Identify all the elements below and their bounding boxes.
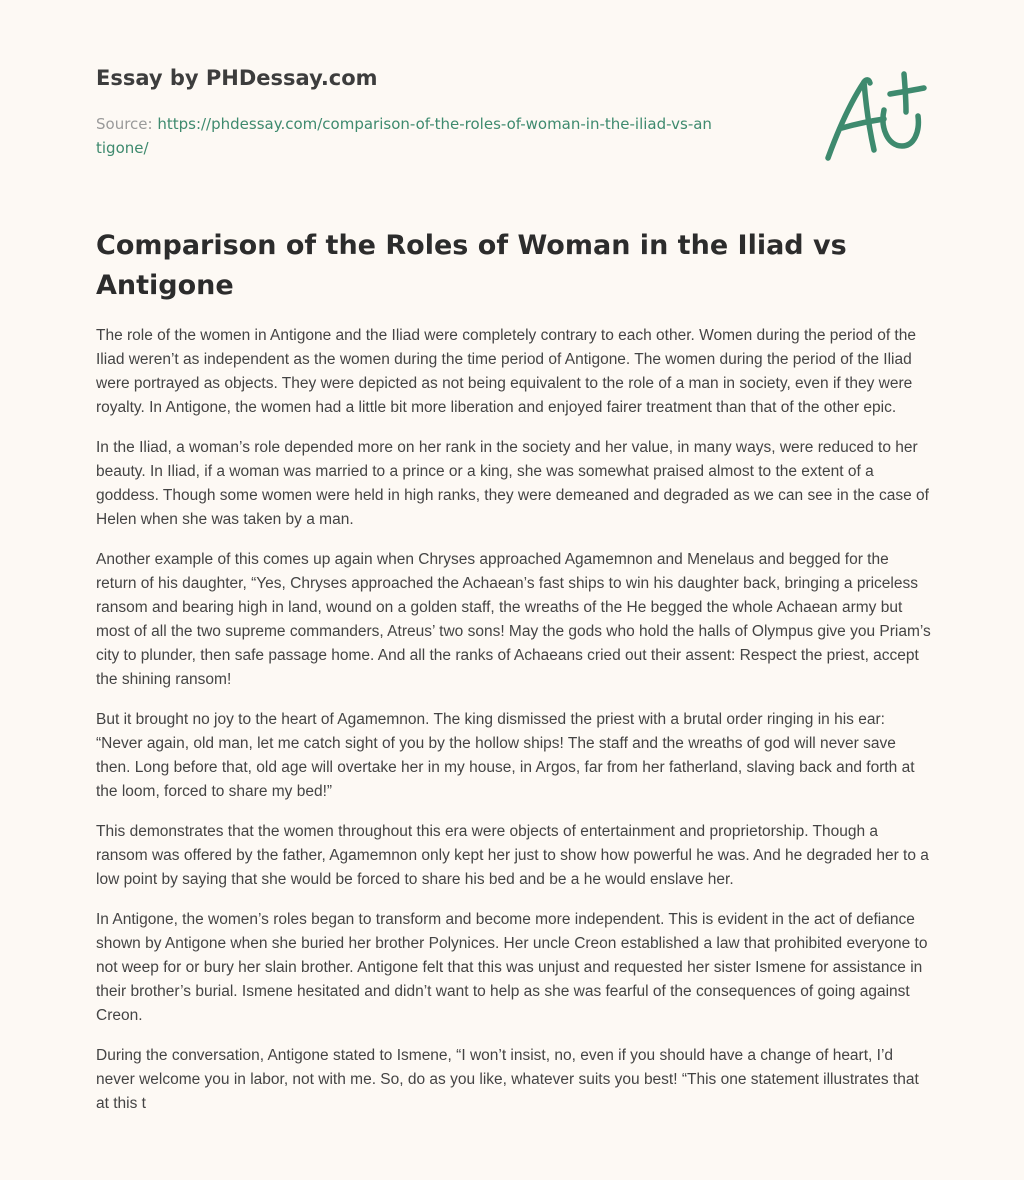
page-header xyxy=(96,64,736,160)
source-label: Source: xyxy=(96,115,158,133)
a-plus-logo-graphic xyxy=(822,66,932,166)
paragraph: In Antigone, the women’s roles began to transform and become more independent. This is evident in the act of defiance shown by Antigone when she buried her brother Polynices. Her uncle Creon established a law that prohibited everyone to not weep for or bury her slain brother. Antigone felt that this was unjust and requested her sister Ismene for assistance in their brother’s burial. Ismene hesitated and didn’t want to help as she was fearful of the consequences of going against Creon. xyxy=(96,911,928,1024)
source-link[interactable]: https://phdessay.com/comparison-of-the-roles-of-woman-in-the-iliad-vs-antigone/ xyxy=(96,115,712,157)
article-title: Comparison of the Roles of Woman in the Iliad vs Antigone xyxy=(96,230,847,301)
paragraph: During the conversation, Antigone stated to Ismene, “I won’t insist, no, even if you should have a change of heart, I’d never welcome you in labor, not with me. So, do as you like, whatever suits you best! “This one statement illustrates that at this t xyxy=(96,1047,919,1112)
paragraph: This demonstrates that the women throughout this era were objects of entertainment and proprietorship. Though a ransom was offered by the father, Agamemnon only kept her just to show how powerful he was. And he degraded her to a low point by saying that she would be forced to share his bed and be a he would enslave her. xyxy=(96,823,929,888)
paragraph: In the Iliad, a woman’s role depended more on her rank in the society and her value, in many ways, were reduced to her beauty. In Iliad, if a woman was married to a prince or a king, she was somewhat praised almost to the extent of a goddess. Though some women were held in high ranks, they were demeaned and degraded as we can see in the case of Helen when she was taken by a man. xyxy=(96,439,929,528)
a-plus-logo-icon xyxy=(822,66,932,166)
paragraph: The role of the women in Antigone and the Iliad were completely contrary to each other. Women during the period of the Iliad weren’t as independent as the women during the time period of Antigone. The women during the period of the Iliad were portrayed as objects. They were depicted as not being equivalent to the role of a man in society, even if they were royalty. In Antigone, the women had a little bit more liberation and enjoyed fairer treatment than that of the other epic. xyxy=(96,327,916,416)
paragraph: Another example of this comes up again when Chryses approached Agamemnon and Menelaus and begged for the return of his daughter, “Yes, Chryses approached the Achaean’s fast ships to win his daughter back, bringing a priceless ransom and bearing high in land, wound on a golden staff, the wreaths of the He begged the whole Achaean army but most of all the two supreme commanders, Atreus’ two sons! May the gods who hold the halls of Olympus give you Priam’s city to plunder, then safe passage home. And all the ranks of Achaeans cried out their assent: Respect the priest, accept the shining ransom! xyxy=(96,551,931,688)
source-line xyxy=(96,112,716,160)
brand-title: Essay by PHDessay.com xyxy=(96,66,378,90)
article-body xyxy=(96,324,932,1132)
paragraph: But it brought no joy to the heart of Agamemnon. The king dismissed the priest with a brutal order ringing in his ear: “Never again, old man, let me catch sight of you by the hollow ships! The staff and the wreaths of god will never save then. Long before that, old age will overtake her in my house, in Argos, far from her fatherland, slaving back and forth at the loom, forced to share my bed!” xyxy=(96,711,915,800)
